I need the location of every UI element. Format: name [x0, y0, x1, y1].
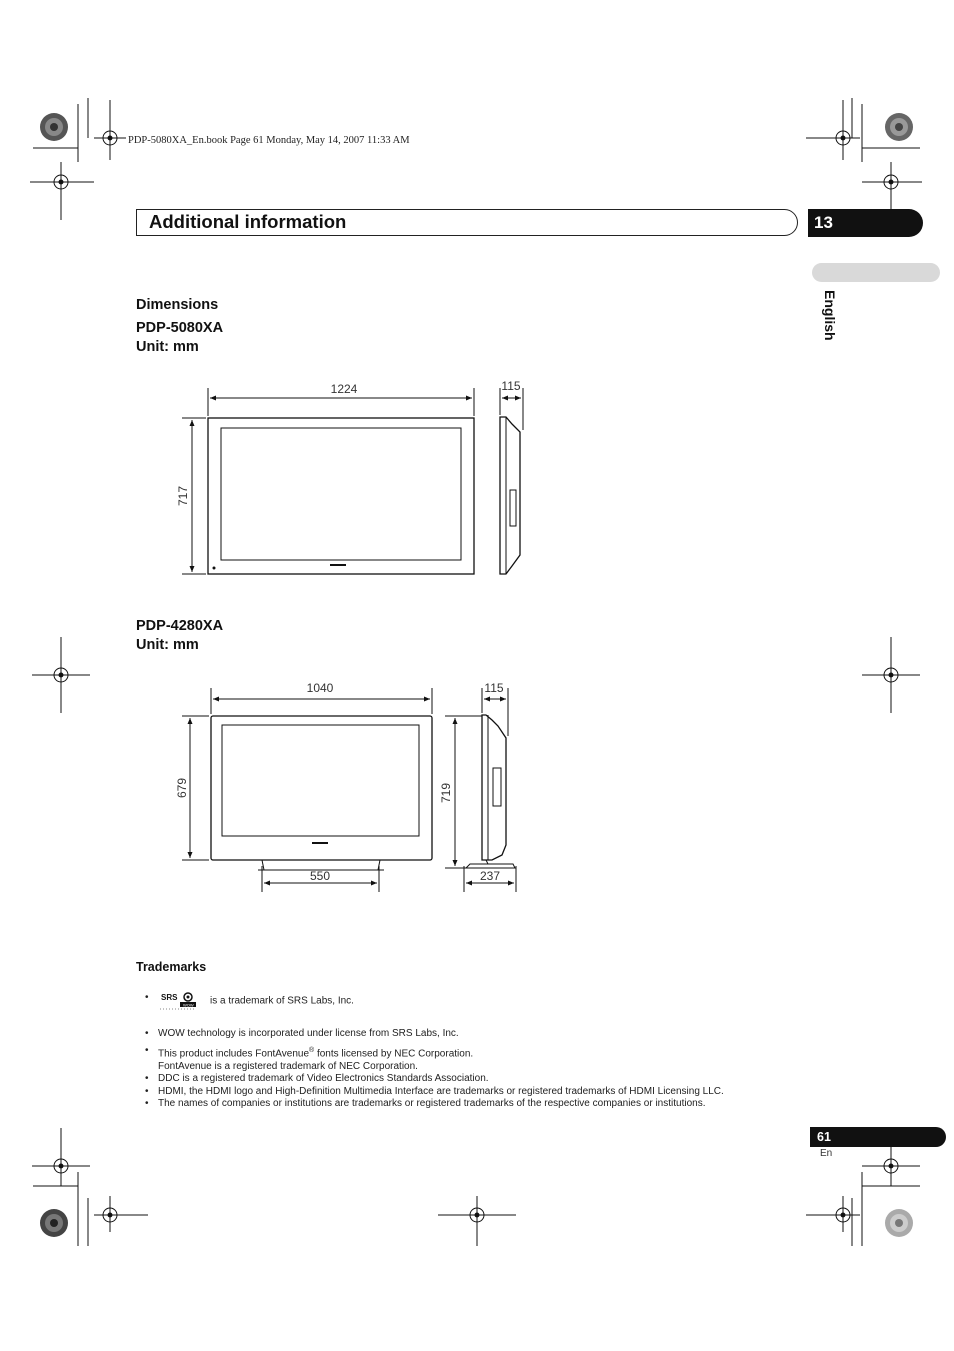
book-header: PDP-5080XA_En.book Page 61 Monday, May 14, 2007 11:33 AM [128, 135, 410, 146]
svg-text:SRS: • SRS [161, 993, 178, 1002]
model-name-2: PDP-4280XA [136, 618, 224, 634]
trademarks-heading: Trademarks [136, 960, 207, 974]
svg-text:WOW: WOW [183, 1002, 194, 1008]
page-title: Additional information [149, 211, 347, 232]
dimension-diagram-pdp-5080xa [170, 370, 540, 590]
dim-height-1: 717 [176, 485, 190, 507]
trademark-list [145, 992, 845, 1111]
model-name-1: PDP-5080XA [136, 320, 224, 336]
dim-stand-width-2: 550 [309, 869, 331, 883]
dim-height-2: 679 [175, 777, 189, 799]
dimension-diagram-pdp-4280xa [170, 670, 540, 900]
list-item: • WOW technology is incorporated under license from SRS Labs, Inc. [145, 1028, 845, 1041]
dim-stand-depth-2: 237 [479, 869, 501, 883]
srs-trademark-text: is a trademark of SRS Labs, Inc. [210, 995, 354, 1007]
list-item: • This product includes FontAvenue® fonts licensed by NEC Corporation. FontAvenue is a registered trademark of NEC Corporation. [145, 1045, 845, 1074]
dim-total-height-2: 719 [439, 782, 453, 804]
section-heading: Dimensions [136, 297, 219, 313]
dim-depth-1: 115 [501, 379, 521, 393]
list-item: • The names of companies or institutions are trademarks or registered trademarks of the respective companies or institutions. [145, 1098, 845, 1111]
page-language: En [820, 1148, 833, 1159]
list-item: • DDC is a registered trademark of Video Electronics Standards Association. [145, 1073, 845, 1086]
page-number: 61 [817, 1130, 831, 1144]
unit-label-2: Unit: mm [136, 637, 199, 653]
dim-depth-2: 115 [484, 681, 504, 695]
list-item [145, 992, 845, 1020]
list-item: • HDMI, the HDMI logo and High-Definition Multimedia Interface are trademarks or registered trademarks of HDMI Licensing LLC. [145, 1086, 845, 1099]
unit-label-1: Unit: mm [136, 339, 199, 355]
chapter-number: 13 [814, 213, 833, 232]
language-tab [812, 263, 940, 282]
registered-mark: ® [309, 1046, 315, 1054]
dim-width-1: 1224 [330, 382, 358, 396]
language-label: English [822, 290, 838, 341]
srs-wow-logo [160, 992, 196, 1010]
dim-width-2: 1040 [306, 681, 334, 695]
